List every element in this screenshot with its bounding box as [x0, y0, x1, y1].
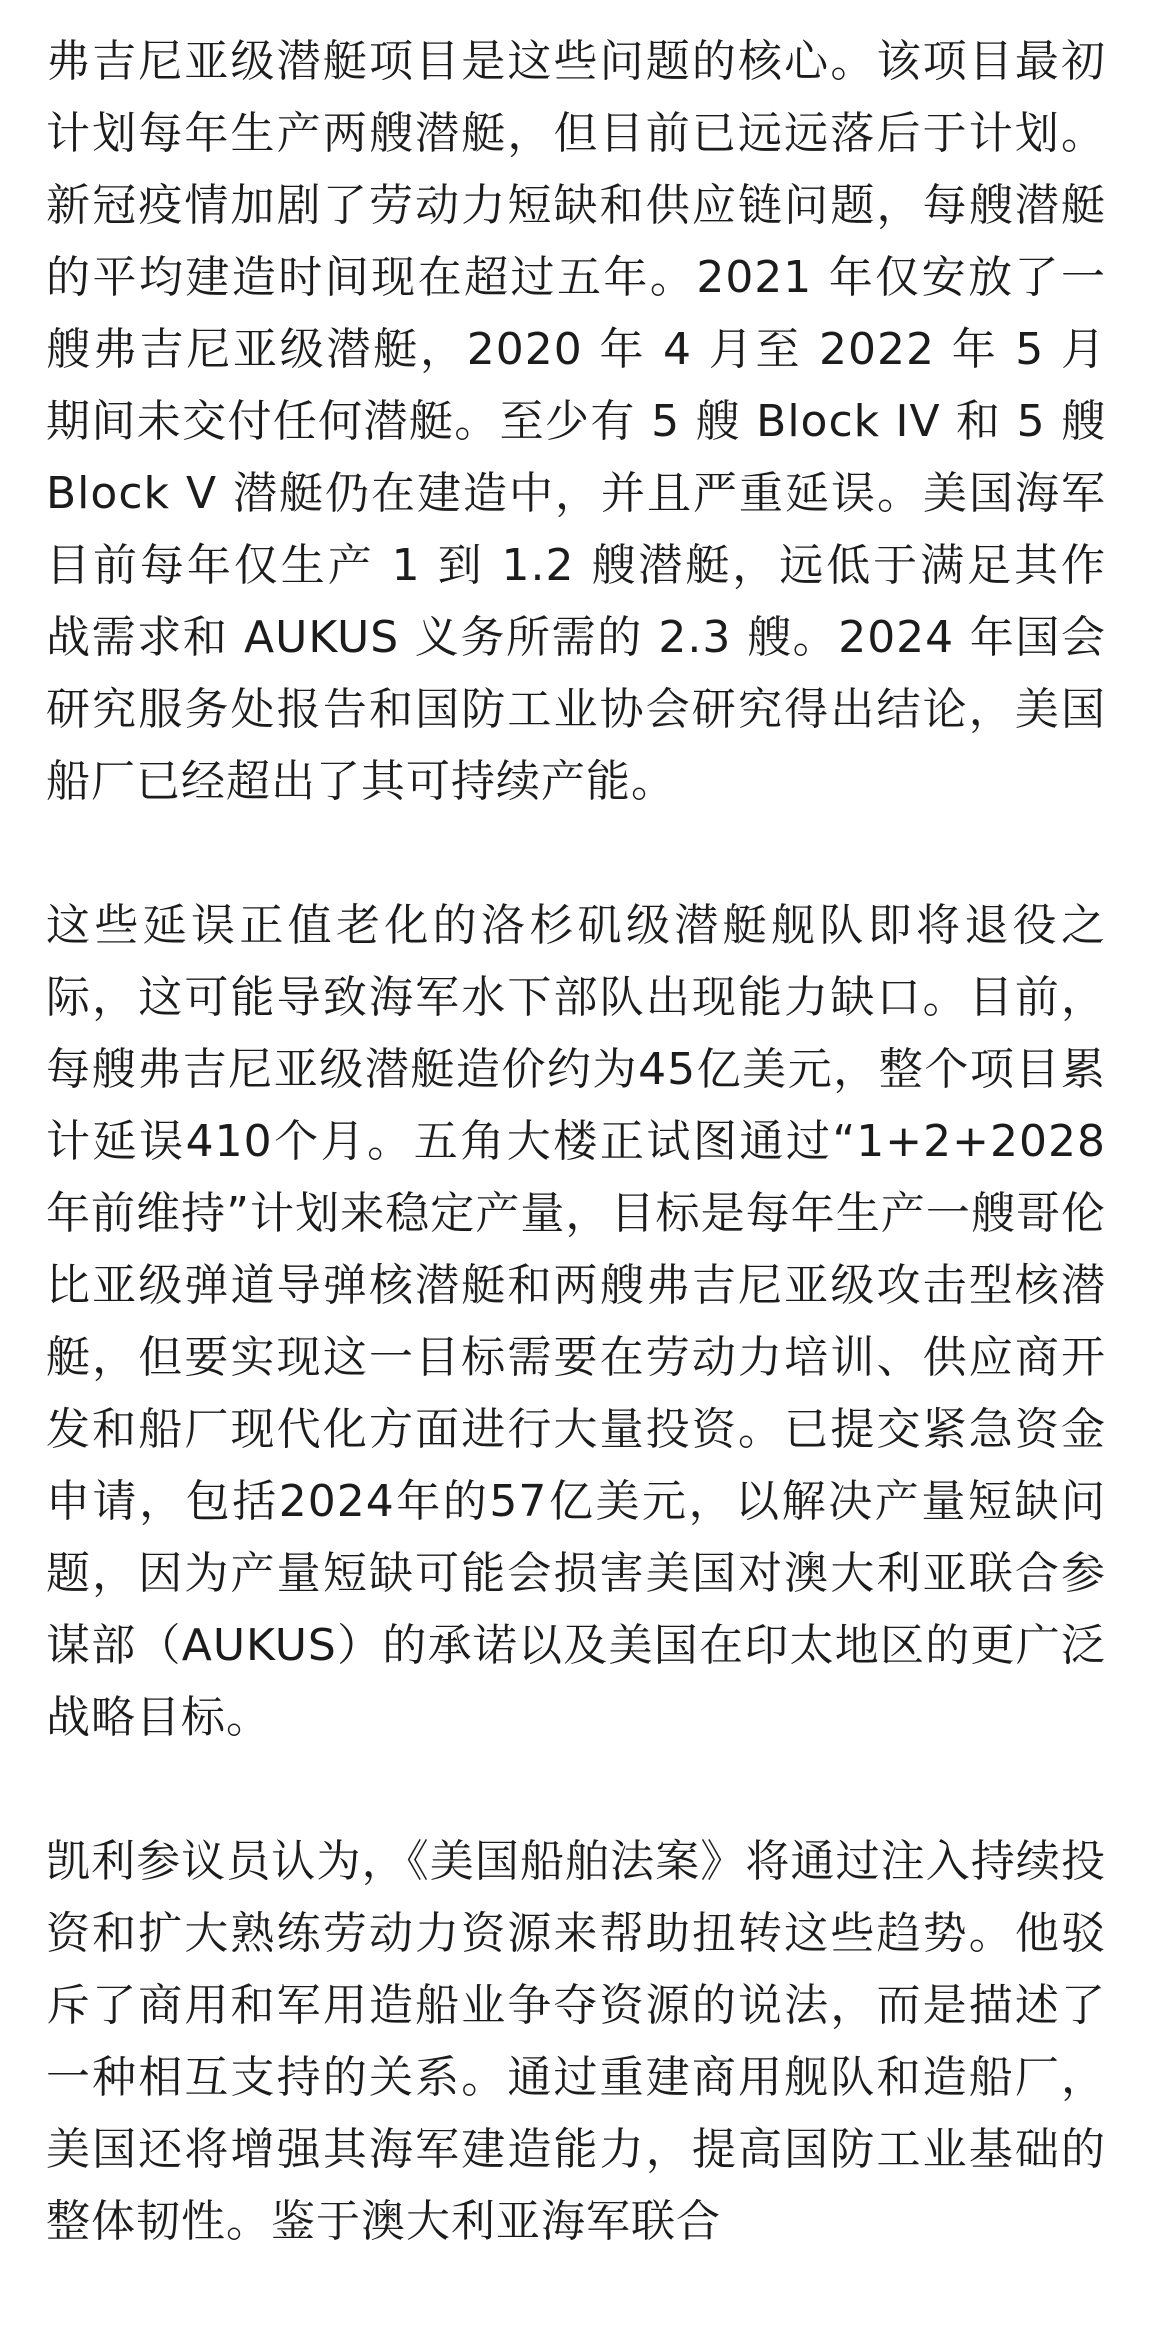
paragraph-virginia-class: 弗吉尼亚级潜艇项目是这些问题的核心。该项目最初计划每年生产两艘潜艇，但目前已远远落后于计划。新冠疫情加剧了劳动力短缺和供应链问题，每艘潜艇的平均建造时间现在超过五年。2021 年仅安放了一艘弗吉尼亚级潜艇，2020 年 4 月至 2022 年 5 月期间未交付任何潜艇。至少有 5 艘 Block IV 和 5 艘 Block V 潜艇仍在建造中，并且严重延误。美国海军目前每年仅生产 1 到 1.2 艘潜艇，远低于满足其作战需求和 AUKUS 义务所需的 2.3 艘。2024 年国会研究服务处报告和国防工业协会研究得出结论，美国船厂已经超出了其可持续产能。 [46, 36, 1106, 807]
paragraph-ships-act: 凯利参议员认为，《美国船舶法案》将通过注入持续投资和扩大熟练劳动力资源来帮助扭转这些趋势。他驳斥了商用和军用造船业争夺资源的说法，而是描述了一种相互支持的关系。通过重建商用舰队和造船厂，美国还将增强其海军建造能力，提高国防工业基础的整体韧性。鉴于澳大利亚海军联合 [46, 1836, 1106, 2247]
article-body [46, 26, 1106, 2330]
paragraph-delays: 这些延误正值老化的洛杉矶级潜艇舰队即将退役之际，这可能导致海军水下部队出现能力缺口。目前，每艘弗吉尼亚级潜艇造价约为45亿美元，整个项目累计延误410个月。五角大楼正试图通过“1+2+2028年前维持”计划来稳定产量，目标是每年生产一艘哥伦比亚级弹道导弹核潜艇和两艘弗吉尼亚级攻击型核潜艇，但要实现这一目标需要在劳动力培训、供应商开发和船厂现代化方面进行大量投资。已提交紧急资金申请，包括2024年的57亿美元，以解决产量短缺问题，因为产量短缺可能会损害美国对澳大利亚联合参谋部（AUKUS）的承诺以及美国在印太地区的更广泛战略目标。 [46, 900, 1106, 1743]
